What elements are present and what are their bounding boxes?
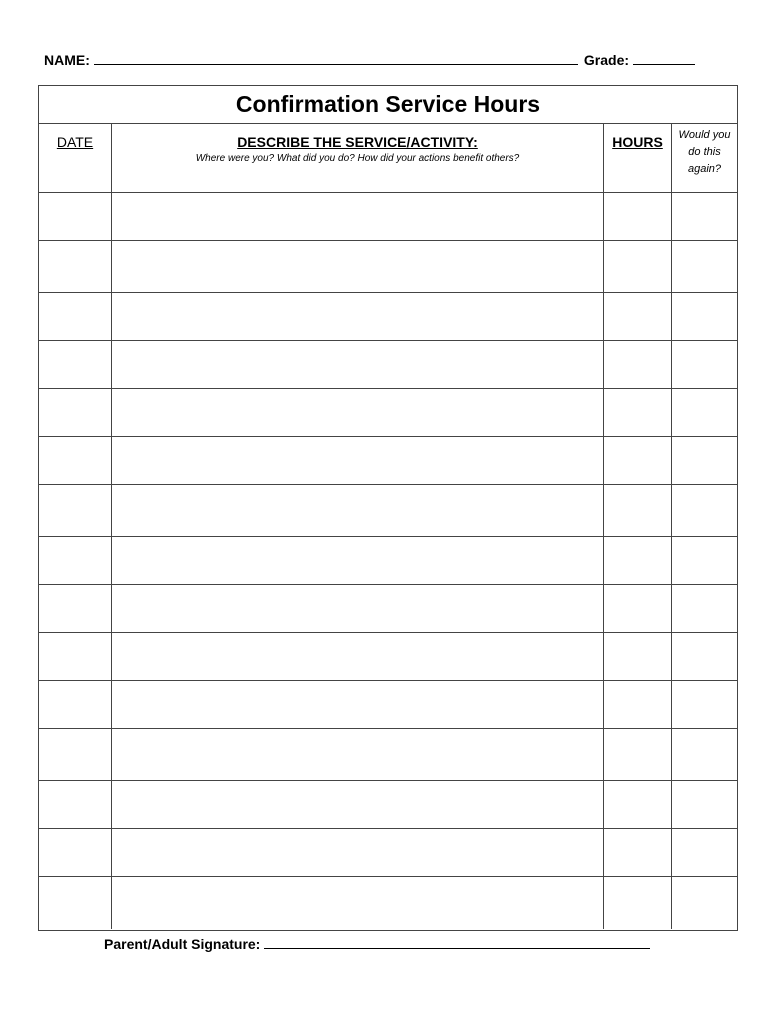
hours-cell[interactable] — [604, 829, 672, 877]
date-cell[interactable] — [39, 877, 112, 929]
table-row — [39, 585, 737, 633]
again-column-header — [672, 124, 738, 193]
date-cell[interactable] — [39, 485, 112, 537]
date-column-header — [39, 124, 112, 193]
hours-cell[interactable] — [604, 633, 672, 681]
name-label: NAME: — [44, 52, 90, 68]
description-cell[interactable] — [112, 437, 604, 485]
again-header-label: Would you do this again? — [678, 129, 731, 175]
date-cell[interactable] — [39, 293, 112, 341]
table-row — [39, 633, 737, 681]
table-row — [39, 341, 737, 389]
hours-cell[interactable] — [604, 293, 672, 341]
description-cell[interactable] — [112, 781, 604, 829]
again-cell[interactable] — [672, 877, 738, 929]
hours-cell[interactable] — [604, 585, 672, 633]
table-body — [39, 193, 737, 929]
date-cell[interactable] — [39, 681, 112, 729]
hours-cell[interactable] — [604, 485, 672, 537]
date-cell[interactable] — [39, 341, 112, 389]
hours-cell[interactable] — [604, 389, 672, 437]
description-cell[interactable] — [112, 729, 604, 781]
description-cell[interactable] — [112, 877, 604, 929]
again-cell[interactable] — [672, 633, 738, 681]
table-row — [39, 781, 737, 829]
description-cell[interactable] — [112, 241, 604, 293]
date-cell[interactable] — [39, 437, 112, 485]
again-cell[interactable] — [672, 829, 738, 877]
description-cell[interactable] — [112, 485, 604, 537]
table-row — [39, 241, 737, 293]
table-row — [39, 877, 737, 929]
again-cell[interactable] — [672, 437, 738, 485]
table-row — [39, 829, 737, 877]
again-cell[interactable] — [672, 193, 738, 241]
description-cell[interactable] — [112, 537, 604, 585]
name-field[interactable] — [94, 50, 578, 65]
description-cell[interactable] — [112, 633, 604, 681]
again-cell[interactable] — [672, 389, 738, 437]
signature-line — [104, 934, 650, 954]
name-grade-line — [44, 50, 695, 70]
hours-cell[interactable] — [604, 341, 672, 389]
grade-label: Grade: — [583, 52, 630, 68]
date-cell[interactable] — [39, 633, 112, 681]
again-cell[interactable] — [672, 485, 738, 537]
hours-cell[interactable] — [604, 193, 672, 241]
hours-cell[interactable] — [604, 537, 672, 585]
again-cell[interactable] — [672, 585, 738, 633]
hours-cell[interactable] — [604, 877, 672, 929]
description-cell[interactable] — [112, 193, 604, 241]
date-cell[interactable] — [39, 241, 112, 293]
again-cell[interactable] — [672, 681, 738, 729]
again-cell[interactable] — [672, 341, 738, 389]
date-cell[interactable] — [39, 193, 112, 241]
table-row — [39, 293, 737, 341]
service-hours-form — [38, 85, 738, 931]
description-cell[interactable] — [112, 681, 604, 729]
hours-column-header — [604, 124, 672, 193]
table-row — [39, 729, 737, 781]
again-cell[interactable] — [672, 241, 738, 293]
table-row — [39, 389, 737, 437]
description-cell[interactable] — [112, 341, 604, 389]
describe-header-hint: Where were you? What did you do? How did your actions benefit others? — [195, 153, 520, 164]
signature-label: Parent/Adult Signature: — [104, 936, 261, 952]
table-row — [39, 193, 737, 241]
hours-cell[interactable] — [604, 729, 672, 781]
again-cell[interactable] — [672, 781, 738, 829]
table-row — [39, 485, 737, 537]
table-row — [39, 681, 737, 729]
again-cell[interactable] — [672, 293, 738, 341]
again-cell[interactable] — [672, 729, 738, 781]
date-cell[interactable] — [39, 781, 112, 829]
form-title: Confirmation Service Hours — [39, 86, 737, 124]
table-header-row — [39, 124, 737, 193]
describe-column-header — [112, 124, 604, 193]
table-row — [39, 437, 737, 485]
hours-header-label: HOURS — [612, 134, 663, 150]
description-cell[interactable] — [112, 585, 604, 633]
hours-cell[interactable] — [604, 437, 672, 485]
service-log-table — [39, 124, 737, 929]
describe-header-label: DESCRIBE THE SERVICE/ACTIVITY: — [237, 134, 478, 150]
date-cell[interactable] — [39, 585, 112, 633]
date-cell[interactable] — [39, 729, 112, 781]
signature-field[interactable] — [264, 934, 650, 949]
date-header-label: DATE — [56, 134, 94, 150]
date-cell[interactable] — [39, 537, 112, 585]
description-cell[interactable] — [112, 829, 604, 877]
description-cell[interactable] — [112, 293, 604, 341]
table-row — [39, 537, 737, 585]
date-cell[interactable] — [39, 389, 112, 437]
hours-cell[interactable] — [604, 681, 672, 729]
hours-cell[interactable] — [604, 241, 672, 293]
description-cell[interactable] — [112, 389, 604, 437]
hours-cell[interactable] — [604, 781, 672, 829]
date-cell[interactable] — [39, 829, 112, 877]
again-cell[interactable] — [672, 537, 738, 585]
grade-field[interactable] — [633, 50, 695, 65]
